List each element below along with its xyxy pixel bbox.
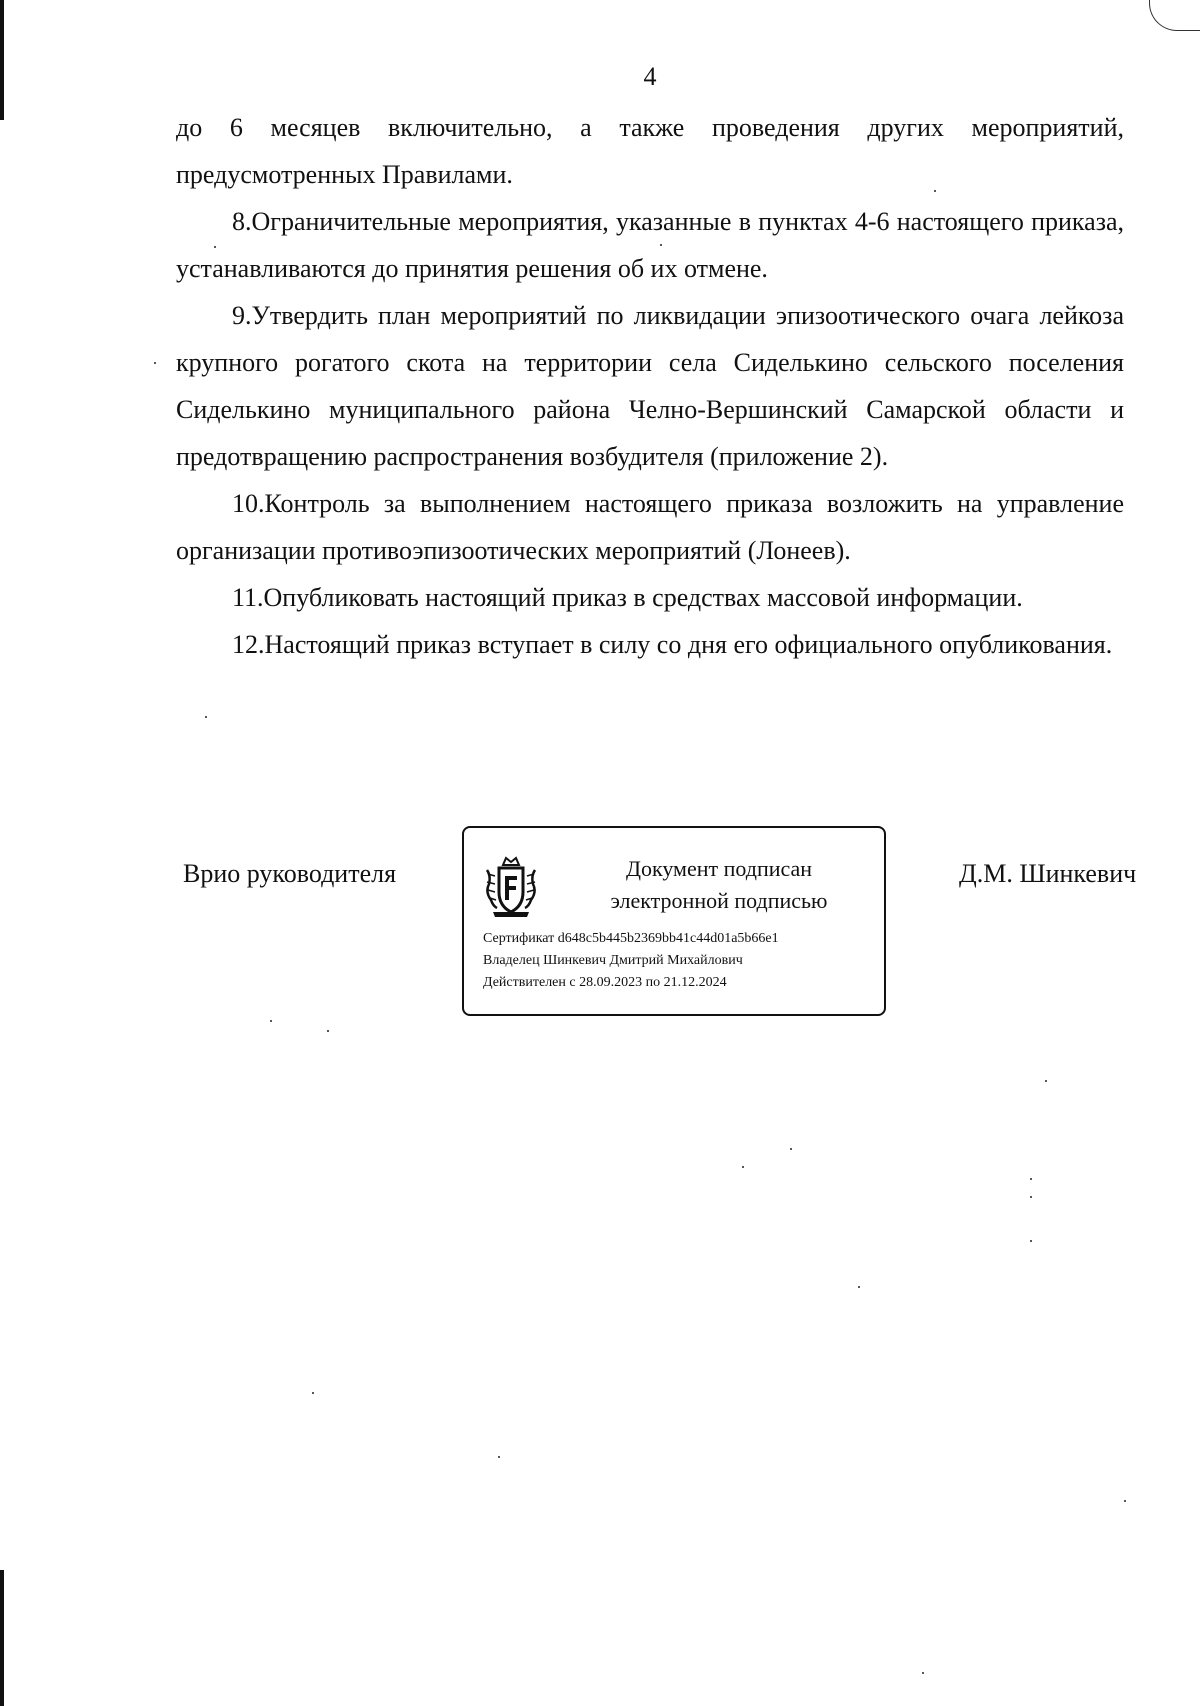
- scan-speck: [214, 246, 216, 248]
- electronic-signature-stamp: [462, 826, 886, 1016]
- page-number: 4: [643, 62, 657, 91]
- stamp-title-line: Документ подписан: [625, 856, 813, 881]
- scan-speck: [270, 1020, 272, 1022]
- scan-speck: [1030, 1240, 1032, 1242]
- certificate-validity: Действителен с 28.09.2023 по 21.12.2024: [483, 975, 727, 990]
- certificate-number: Сертификат d648c5b445b2369bb41c44d01a5b66e1: [483, 931, 779, 946]
- scan-speck: [1030, 1178, 1032, 1180]
- scan-speck: [790, 1148, 792, 1150]
- certificate-owner: Владелец Шинкевич Дмитрий Михайлович: [483, 953, 743, 968]
- scan-edge-mark: [0, 0, 4, 120]
- stamp-details: [483, 928, 779, 994]
- paragraph-continuation: до 6 месяцев включительно, а также проведения других мероприятий, предусмотренных Правилами.: [176, 113, 1124, 189]
- scan-speck: [205, 716, 207, 718]
- signature-block: [0, 826, 1200, 1021]
- signer-name: Д.М. Шинкевич: [959, 859, 1137, 888]
- scan-speck: [742, 1166, 744, 1168]
- stamp-title-line: электронной подписью: [610, 888, 828, 913]
- scan-speck: [154, 362, 156, 364]
- scan-speck: [1030, 1196, 1032, 1198]
- scan-speck: [498, 1456, 500, 1458]
- scan-speck: [312, 1392, 314, 1394]
- stamp-title: [584, 853, 854, 917]
- document-body: [176, 104, 1124, 668]
- signer-role: Врио руководителя: [183, 859, 397, 888]
- scan-speck: [934, 190, 936, 192]
- scan-speck: [1124, 1500, 1126, 1502]
- scan-corner-mark: [1149, 0, 1200, 31]
- paragraph-item-8: 8.Ограничительные мероприятия, указанные в пунктах 4-6 настоящего приказа, устанавливаются до принятия решения об их отмене.: [176, 207, 1124, 283]
- paragraph-item-12: 12.Настоящий приказ вступает в силу со дня его официального опубликования.: [232, 630, 1113, 659]
- scan-speck: [1045, 1080, 1047, 1082]
- paragraph-item-11: 11.Опубликовать настоящий приказ в средствах массовой информации.: [232, 583, 1023, 612]
- scan-speck: [660, 244, 662, 246]
- scan-speck: [922, 1672, 924, 1674]
- scan-edge-mark: [0, 1570, 4, 1706]
- scan-speck: [327, 1030, 329, 1032]
- paragraph-item-10: 10.Контроль за выполнением настоящего приказа возложить на управление организации противоэпизоотических мероприятий (Лонеев).: [176, 489, 1124, 565]
- paragraph-item-9: 9.Утвердить план мероприятий по ликвидации эпизоотического очага лейкоза крупного рогатого скота на территории села Сиделькино сельского поселения Сиделькино муниципального района Челно-Вершинский Самарской области и предотвращению распространения возбудителя (приложение 2).: [176, 301, 1124, 471]
- scan-speck: [858, 1286, 860, 1288]
- coat-of-arms-icon: [483, 856, 539, 918]
